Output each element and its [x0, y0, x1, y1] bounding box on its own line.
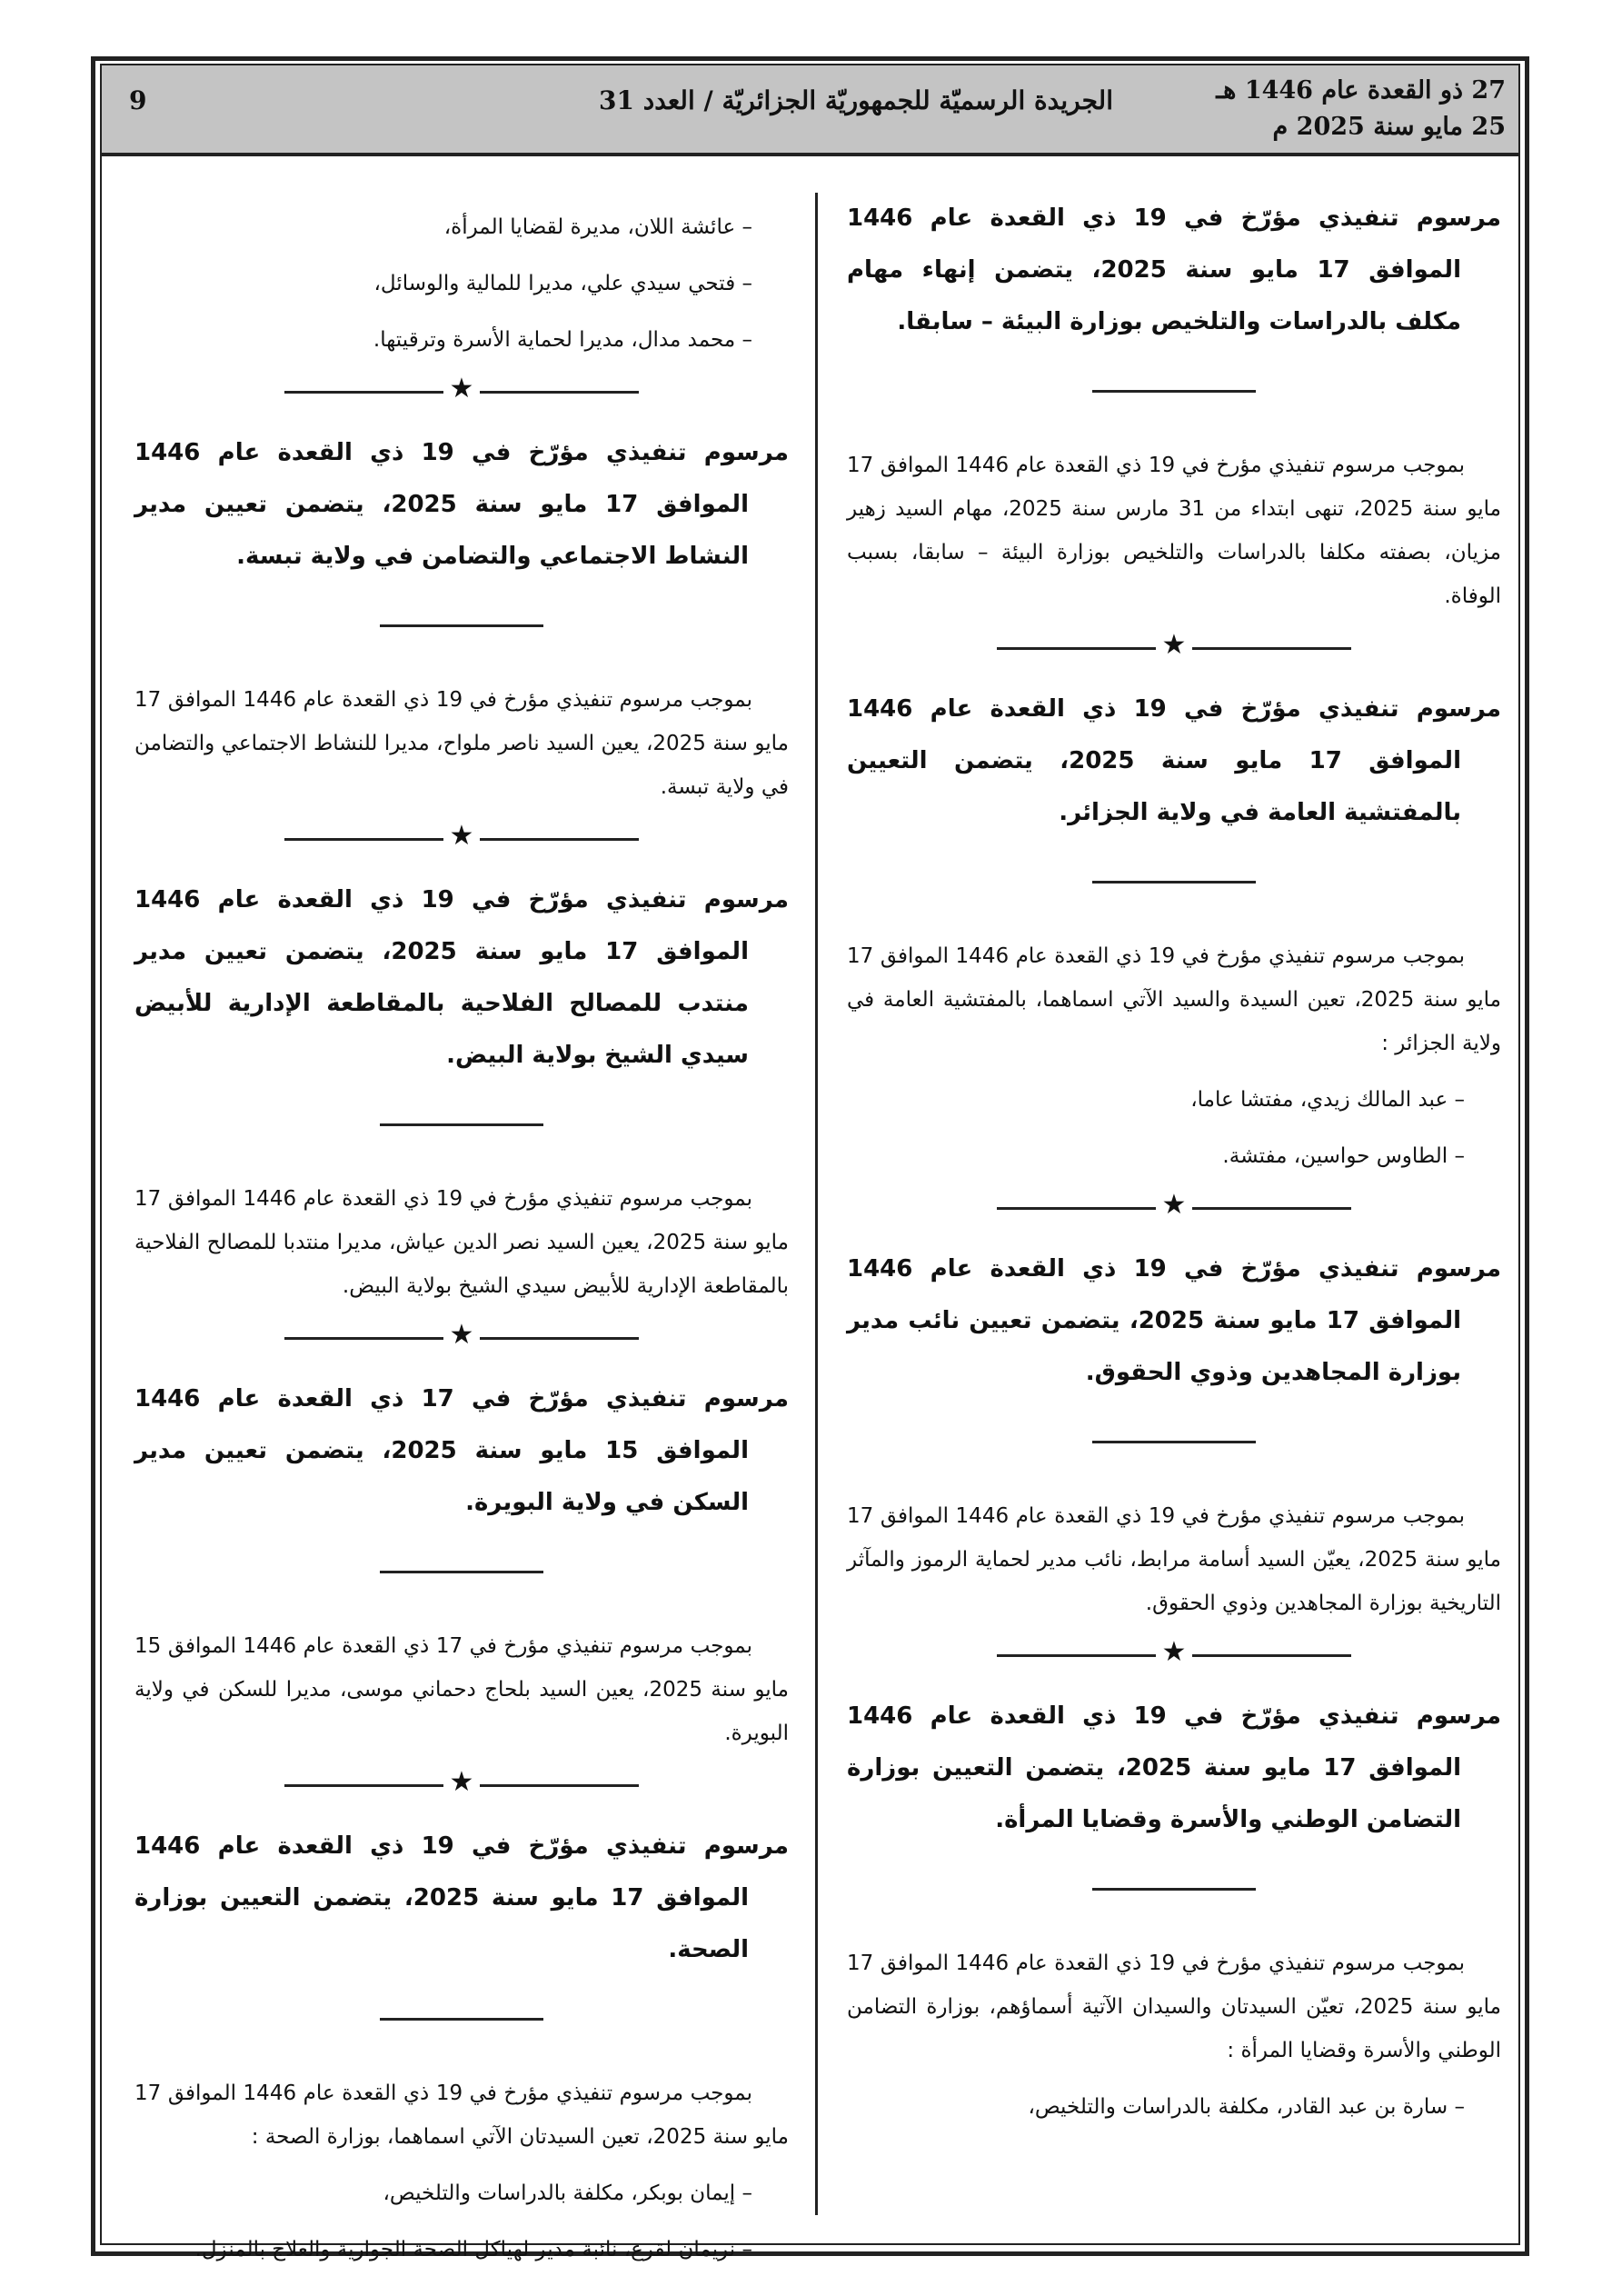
divider-line [480, 838, 639, 841]
star-divider [284, 1766, 639, 1799]
divider-line [997, 1207, 1156, 1210]
divider-line [284, 838, 443, 841]
star-icon: ★ [1161, 1189, 1187, 1221]
decree-body: بموجب مرسوم تنفيذي مؤرخ في 19 ذي القعدة عام 1446 الموافق 17 مايو سنة 2025، تعين السيدتان الآتي اسماهما، بوزارة الصحة : [134, 2081, 789, 2149]
right-column [847, 193, 1501, 2141]
column-divider [815, 193, 818, 2215]
appointee-list-item: – الطاوس حواسين، مفتشة. [1222, 1144, 1465, 1168]
divider-line [284, 1784, 443, 1787]
divider-line [1192, 647, 1351, 650]
decree-body: بموجب مرسوم تنفيذي مؤرخ في 17 ذي القعدة عام 1446 الموافق 15 مايو سنة 2025، يعين السيد بلحاج دحماني موسى، مديرا للسكن في ولاية البويرة. [134, 1634, 789, 1745]
star-divider [284, 373, 639, 405]
decree-body: بموجب مرسوم تنفيذي مؤرخ في 19 ذي القعدة عام 1446 الموافق 17 مايو سنة 2025، تعيّن السيدتان والسيدان الآتية أسماؤهم، بوزارة التضامن الوطني والأسرة وقضايا المرأة : [847, 1952, 1502, 2062]
decree-body: بموجب مرسوم تنفيذي مؤرخ في 19 ذي القعدة عام 1446 الموافق 17 مايو سنة 2025، يعيّن السيد أسامة مرابط، نائب مدير لحماية الرموز والمآثر التاريخية بوزارة المجاهدين وذوي الحقوق. [847, 1504, 1501, 1615]
hijri-date: 27 ذو القعدة عام 1446 هـ [1216, 76, 1506, 105]
gregorian-date: 25 مايو سنة 2025 م [1272, 113, 1506, 141]
header-date [1216, 73, 1506, 145]
star-icon: ★ [449, 1766, 474, 1798]
star-icon: ★ [449, 373, 474, 404]
appointee-list-item: – عائشة اللان، مديرة لقضايا المرأة، [443, 215, 752, 239]
divider-line [997, 647, 1156, 650]
appointee-list-item: – فتحي سيدي علي، مديرا للمالية والوسائل، [373, 272, 752, 295]
decree-heading: مرسوم تنفيذي مؤرّخ في 17 ذي القعدة عام 1446 الموافق 15 مايو سنة 2025، يتضمن تعيين مدير السكن في ولاية البويرة. [134, 1385, 789, 1516]
page-number: 9 [129, 85, 147, 115]
divider-line [997, 1654, 1156, 1657]
gazette-title: الجريدة الرسميّة للجمهوريّة الجزائريّة / العدد 31 [599, 85, 1113, 115]
star-divider [997, 1636, 1351, 1669]
short-rule-divider [380, 1571, 543, 1573]
short-rule-divider [380, 624, 543, 627]
appointee-list-item: – محمد مدال، مديرا لحماية الأسرة وترقيتها. [373, 328, 752, 352]
divider-line [284, 1337, 443, 1340]
page-header [102, 65, 1518, 156]
short-rule-divider [1092, 881, 1256, 883]
short-rule-divider [1092, 1888, 1256, 1891]
short-rule-divider [380, 1123, 543, 1126]
divider-line [480, 1784, 639, 1787]
short-rule-divider [1092, 390, 1256, 393]
short-rule-divider [380, 2018, 543, 2021]
short-rule-divider [1092, 1441, 1256, 1443]
appointee-list-item: – نريمان لقرع، نائبة مدير لهياكل الصحة الجوارية والعلاج بالمنزل. [194, 2238, 752, 2261]
decree-body: بموجب مرسوم تنفيذي مؤرخ في 19 ذي القعدة عام 1446 الموافق 17 مايو سنة 2025، يعين السيد نصر الدين عياش، مديرا منتدبا للمصالح الفلاحية بالمقاطعة الإدارية للأبيض سيدي الشيخ بولاية البيض. [134, 1187, 789, 1298]
star-divider [284, 820, 639, 853]
star-divider [284, 1319, 639, 1352]
appointee-list-item: – سارة بن عبد القادر، مكلفة بالدراسات والتلخيص، [1028, 2095, 1465, 2119]
decree-heading: مرسوم تنفيذي مؤرّخ في 19 ذي القعدة عام 1446 الموافق 17 مايو سنة 2025، يتضمن تعيين نائب مدير بوزارة المجاهدين وذوي الحقوق. [847, 1255, 1501, 1386]
divider-line [284, 391, 443, 394]
divider-line [1192, 1207, 1351, 1210]
divider-line [1192, 1654, 1351, 1657]
left-column [134, 193, 789, 2284]
star-icon: ★ [1161, 629, 1187, 661]
divider-line [480, 1337, 639, 1340]
star-icon: ★ [1161, 1636, 1187, 1668]
star-divider [997, 629, 1351, 662]
appointee-list-item: – إيمان بوبكر، مكلفة بالدراسات والتلخيص، [383, 2181, 752, 2205]
star-divider [997, 1189, 1351, 1222]
decree-body: بموجب مرسوم تنفيذي مؤرخ في 19 ذي القعدة عام 1446 الموافق 17 مايو سنة 2025، يعين السيد ناصر ملواح، مديرا للنشاط الاجتماعي والتضامن في ولاية تبسة. [134, 688, 790, 799]
star-icon: ★ [449, 820, 474, 852]
decree-heading: مرسوم تنفيذي مؤرّخ في 19 ذي القعدة عام 1446 الموافق 17 مايو سنة 2025، يتضمن إنهاء مهام مكلف بالدراسات والتلخيص بوزارة البيئة – سابقا. [847, 205, 1501, 335]
decree-body: بموجب مرسوم تنفيذي مؤرخ في 19 ذي القعدة عام 1446 الموافق 17 مايو سنة 2025، تعين السيدة والسيد الآتي اسماهما، بالمفتشية العامة في ولاية الجزائر : [847, 944, 1502, 1055]
decree-body: بموجب مرسوم تنفيذي مؤرخ في 19 ذي القعدة عام 1446 الموافق 17 مايو سنة 2025، تنهى ابتداء من 31 مارس سنة 2025، مهام السيد زهير مزيان، بصفته مكلفا بالدراسات والتلخيص بوزارة البيئة – سابقا، بسبب الوفاة. [847, 454, 1501, 608]
decree-heading: مرسوم تنفيذي مؤرّخ في 19 ذي القعدة عام 1446 الموافق 17 مايو سنة 2025، يتضمن تعيين مدير النشاط الاجتماعي والتضامن في ولاية تبسة. [134, 439, 789, 570]
divider-line [480, 391, 639, 394]
decree-heading: مرسوم تنفيذي مؤرّخ في 19 ذي القعدة عام 1446 الموافق 17 مايو سنة 2025، يتضمن التعيين بالمفتشية العامة في ولاية الجزائر. [847, 695, 1501, 826]
decree-heading: مرسوم تنفيذي مؤرّخ في 19 ذي القعدة عام 1446 الموافق 17 مايو سنة 2025، يتضمن التعيين بوزارة الصحة. [134, 1832, 789, 1963]
appointee-list-item: – عبد المالك زيدي، مفتشا عاما، [1190, 1088, 1465, 1112]
decree-heading: مرسوم تنفيذي مؤرّخ في 19 ذي القعدة عام 1446 الموافق 17 مايو سنة 2025، يتضمن التعيين بوزارة التضامن الوطني والأسرة وقضايا المرأة. [847, 1702, 1501, 1833]
star-icon: ★ [449, 1319, 474, 1351]
decree-heading: مرسوم تنفيذي مؤرّخ في 19 ذي القعدة عام 1446 الموافق 17 مايو سنة 2025، يتضمن تعيين مدير منتدب للمصالح الفلاحية بالمقاطعة الإدارية للأبيض سيدي الشيخ بولاية البيض. [134, 886, 789, 1069]
